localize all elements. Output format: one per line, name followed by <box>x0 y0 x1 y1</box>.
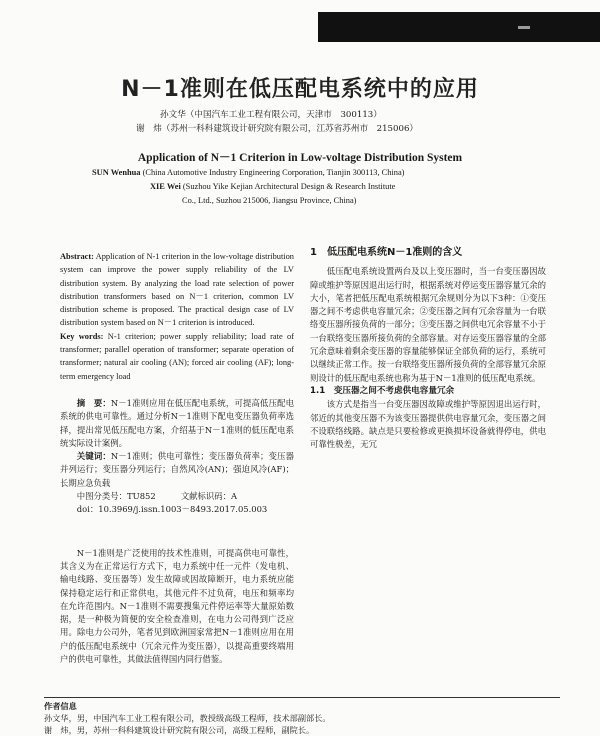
intro-para: N－1准则是广泛使用的技术性准则，可提高供电可靠性，其含义为在正常运行方式下，电力系统中任一元件（发电机、输电线路、变压器等）发生故障或因故障断开，电力系统应能保持稳定运行和正常供电，其他元件不过负荷，电压和频率均在允许范围内。N－1准则不需要搜集元件停运率等大量原始数据，是一种极为简便的安全检查准则，在电力公司得到广泛应用。除电力公司外，笔者见到欧洲国家常把N－1准则应用在用户的低压配电系统中（冗余元件为变压器），以提高重要终端用户的供电可靠性，其做法值得国内同行借鉴。 <box>60 547 294 665</box>
right-column <box>310 238 546 451</box>
footer-line-1: 孙文华，男，中国汽车工业工程有限公司，教授级高级工程师，技术部副部长。 <box>44 713 331 723</box>
left-column <box>60 250 294 666</box>
author-1-en-name: SUN Wenhua <box>92 168 141 177</box>
abstract-en <box>60 250 294 330</box>
abstract-cn-text: N－1准则应用在低压配电系统，可提高低压配电系统的供电可靠性。通过分析N－1准则下配电变压器负荷率选择，提出常见低压配电方案，介绍基于N－1准则的低压配电系统实际设计案例。 <box>60 397 295 448</box>
author-1-en <box>92 168 404 178</box>
keywords-cn <box>60 450 294 490</box>
keywords-cn-text: N－1准则；供电可靠性；变压器负荷率；变压器并列运行；变压器分列运行；自然风冷(AN)；强迫风冷(AF)；长期应急负载 <box>60 451 295 488</box>
author-1-cn: 孙文华（中国汽车工业工程有限公司，天津市 300113） <box>160 110 382 120</box>
keywords-en-text: N-1 criterion; power supply reliability; load rate of transformer; parallel operation of transformer; separate operation of transformer; natural air cooling (AN); forced air cooling (AF); long-term emergency load <box>60 331 294 381</box>
doc-code: 文献标识码：A <box>180 491 238 502</box>
bar-mark <box>518 26 530 29</box>
author-2-en <box>150 182 395 192</box>
abstract-cn <box>60 397 294 450</box>
keywords-cn-label: 关键词： <box>76 451 111 462</box>
english-title: Application of N－1 Criterion in Low-voltage Distribution System <box>137 152 463 164</box>
keywords-en-label: Key words: <box>60 331 104 341</box>
classification <box>60 490 294 503</box>
footer-label: 作者信息 <box>44 701 77 711</box>
keywords-en <box>60 330 294 383</box>
footer-divider <box>44 697 560 698</box>
abstract-en-label: Abstract: <box>60 252 94 261</box>
section-1-1-para: 该方式是指当一台变压器因故障或维护等原因退出运行时，邻近的其他变压器不为该变压器提供供电容量冗余，变压器之间不设联络线路。缺点是只要检修或更换损坏设备就得停电，供电可靠性极差，无冗 <box>310 399 546 450</box>
author-1-en-affil: (China Automotive Industry Engineering Corporation, Tianjin 300113, China) <box>142 168 405 177</box>
paper-title: N－1准则在低压配电系统中的应用 <box>121 77 479 102</box>
doi: doi：10.3969/j.issn.1003－8493.2017.05.003 <box>76 504 268 515</box>
author-2-en-name: XIE Wei <box>150 182 181 191</box>
abstract-cn-label: 摘 要： <box>76 397 111 408</box>
section-1-para: 低压配电系统设置两台及以上变压器时，当一台变压器因故障或维护等原因退出运行时，根据系统对停运变压器容量冗余的大小，笔者把低压配电系统根据冗余规则分为以下3种：①变压器之间不考虑供电容量冗余；②变压器之间有冗余容量为一台联络变压器所接负荷的一部分；③变压器之间供电冗余容量不小于一台联络变压器所接负荷的全部容量。对存运变压器容量的全部冗余意味着剩余变压器的容量能够保证全部负荷的运行，系统可以继续正常工作。按一台联络变压器所接负荷的全部容量冗余原则设计的低压配电系统也称为基于N－1准则的低压配电系统。 <box>310 266 546 383</box>
footer <box>44 700 331 736</box>
footer-line-2: 谢 炜，男，苏州一科科建筑设计研究院有限公司，高级工程师，副院长。 <box>44 725 315 735</box>
section-1-1-heading: 1.1 变压器之间不考虑供电容量冗余 <box>310 385 455 396</box>
author-2-en-affil-2: Co., Ltd., Suzhou 215006, Jiangsu Province, China) <box>182 196 357 205</box>
header-black-bar <box>318 12 600 42</box>
section-1-heading: 1 低压配电系统N－1准则的含义 <box>310 247 463 258</box>
author-2-en-affil: (Suzhou Yike Kejian Architectural Design & Research Institute <box>182 182 396 191</box>
abstract-en-text: Application of N-1 criterion in the low-voltage distribution system can improve the power supply reliability of the LV distribution system. By analyzing the load rate selection of power distribution transformers based on N－1 criterion, common LV distribution scheme is proposed. The practical design case of LV distribution system based on N－1 criterion is introduced. <box>60 252 294 328</box>
clc-number: 中图分类号：TU852 <box>76 491 156 502</box>
author-2-cn: 谢 炜（苏州一科科建筑设计研究院有限公司，江苏省苏州市 215006） <box>136 124 419 134</box>
